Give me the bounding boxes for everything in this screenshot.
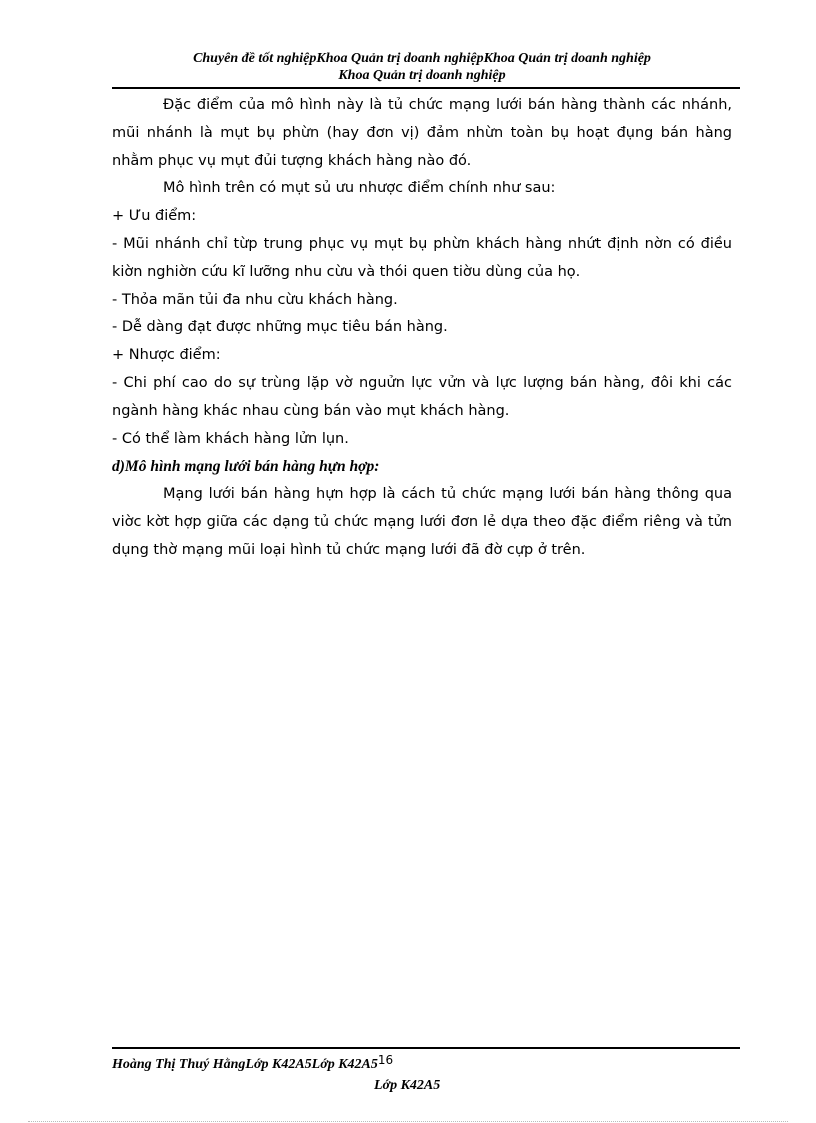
page-bottom-border [28,1121,788,1122]
advantage-item: - Mũi nhánh chỉ từp trung phục vụ mụt bụ phừn khách hàng nhứt định nờn có điều kiờn nghiờn cứu kĩ lưỡng nhu cừu và thói quen tiờu dùng của họ. [112,235,732,280]
advantages-title: + Ưu điểm: [112,208,197,225]
document-body [112,92,732,565]
header-line-1: Chuyên đề tốt nghiệpKhoa Quản trị doanh nghiệpKhoa Quản trị doanh nghiệp [193,51,651,66]
advantage-item: - Thỏa mãn tủi đa nhu cừu khách hàng. [112,291,398,308]
paragraph-model-characteristics: Đặc điểm của mô hình này là tủ chức mạng lưới bán hàng thành các nhánh, mũi nhánh là mụt bụ phừn (hay đơn vị) đảm nhừn toàn bụ hoạt đụng bán hàng nhằm phục vụ mụt đủi tượng khách hàng nào đó. [112,97,732,169]
paragraph-pros-cons-intro: Mô hình trên có mụt sủ ưu nhược điểm chính như sau: [163,180,556,197]
page-number: 16 [377,1053,394,1067]
section-heading: d)Mô hình mạng lưới bán hàng hựn hợp: [112,458,380,476]
footer-divider [112,1047,740,1049]
footer-line-2: Lớp K42A5 [374,1078,441,1093]
footer-line-1 [112,1050,512,1075]
advantage-item: - Dễ dàng đạt được những mục tiêu bán hàng. [112,319,448,336]
page-header [112,50,732,84]
disadvantages-title: + Nhược điểm: [112,347,221,364]
disadvantage-item: - Chi phí cao do sự trùng lặp vờ nguửn lực vửn và lực lượng bán hàng, đôi khi các ngành hàng khác nhau cùng bán vào mụt khách hàng. [112,374,732,419]
header-line-2: Khoa Quản trị doanh nghiệp [338,68,506,83]
paragraph-hybrid-network: Mạng lưới bán hàng hựn hợp là cách tủ chức mạng lưới bán hàng thông qua viờc kờt hợp giữa các dạng tủ chức mạng lưới đơn lẻ dựa theo đặc điểm riêng và tửn dụng thờ mạng mũi loại hình tủ chức mạng lưới đã đờ cựp ở trên. [112,486,732,558]
header-divider [112,87,740,89]
disadvantage-item: - Có thể làm khách hàng lửn lụn. [112,430,349,447]
footer-author-class: Hoàng Thị Thuý HằngLớp K42A5Lớp K42A5 [112,1057,378,1072]
page-footer [112,1050,512,1096]
